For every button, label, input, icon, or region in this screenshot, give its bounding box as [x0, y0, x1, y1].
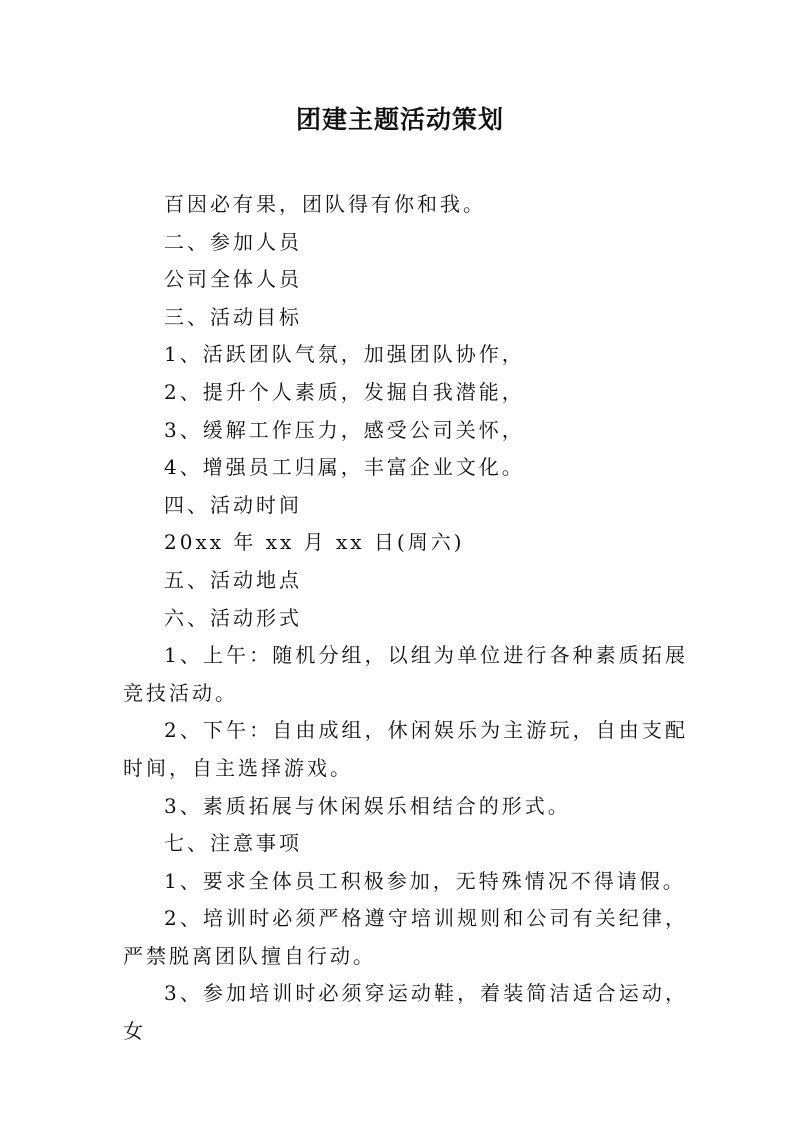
list-item-format-1: 1、上午：随机分组，以组为单位进行各种素质拓展竞技活动。: [123, 643, 688, 705]
paragraph-intro: 百因必有果，团队得有你和我。: [164, 192, 486, 216]
list-item-format-2: 2、下午：自由成组，休闲娱乐为主游玩，自由支配时间，自主选择游戏。: [123, 718, 688, 780]
section-heading-notes: 七、注意事项: [164, 831, 302, 856]
list-item-goal-4: 4、增强员工归属，丰富企业文化。: [164, 455, 525, 480]
list-item-goal-1: 1、活跃团队气氛，加强团队协作，: [164, 342, 525, 367]
section-heading-location: 五、活动地点: [164, 567, 302, 592]
paragraph-date: 20xx 年 xx 月 xx 日(周六): [164, 530, 465, 555]
document-body: [123, 186, 688, 1051]
paragraph-participants: 公司全体人员: [164, 267, 302, 292]
list-item-goal-3: 3、缓解工作压力，感受公司关怀，: [164, 417, 525, 442]
document-title: 团建主题活动策划: [295, 105, 504, 134]
section-heading-participants: 二、参加人员: [164, 229, 302, 254]
list-item-format-3: 3、素质拓展与休闲娱乐相结合的形式。: [164, 793, 571, 818]
section-heading-format: 六、活动形式: [164, 605, 302, 630]
section-heading-time: 四、活动时间: [164, 492, 302, 517]
list-item-note-3: 3、参加培训时必须穿运动鞋，着装简洁适合运动，女: [123, 981, 688, 1044]
section-heading-goals: 三、活动目标: [164, 304, 302, 329]
list-item-goal-2: 2、提升个人素质，发掘自我潜能，: [164, 379, 525, 404]
list-item-note-1: 1、要求全体员工积极参加，无特殊情况不得请假。: [164, 868, 686, 893]
list-item-note-2: 2、培训时必须严格遵守培训规则和公司有关纪律，严禁脱离团队擅自行动。: [123, 906, 688, 968]
